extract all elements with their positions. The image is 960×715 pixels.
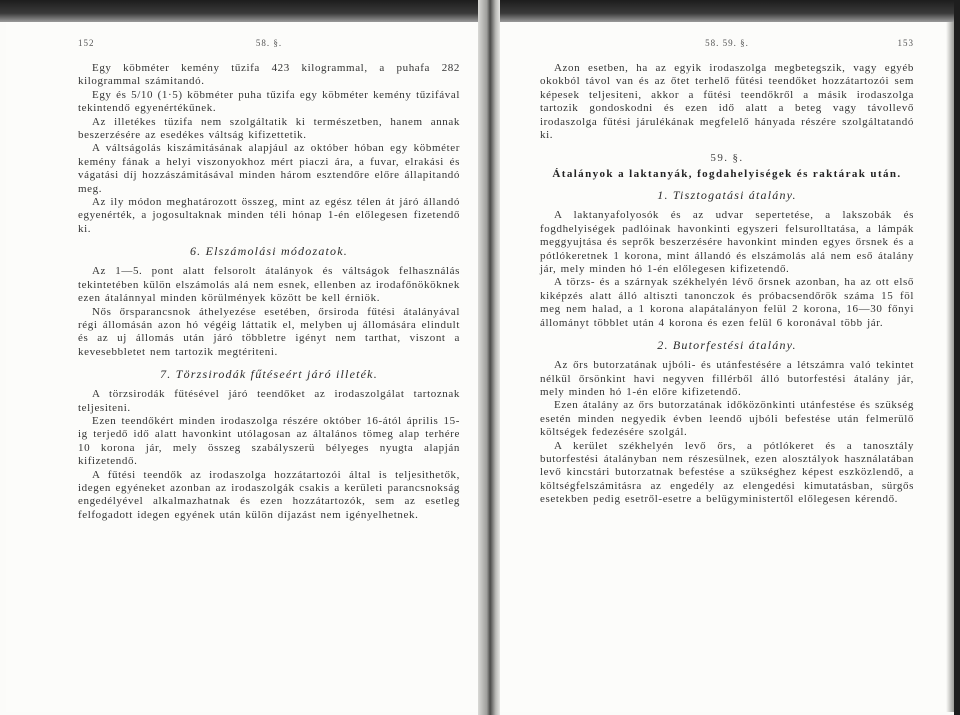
scan-right-edge <box>954 0 960 715</box>
right-page-number: 153 <box>897 38 914 48</box>
right-page <box>500 22 954 712</box>
right-running-header: 58. 59. §. <box>705 38 749 48</box>
left-page-number: 152 <box>78 38 95 48</box>
book-gutter <box>478 0 500 715</box>
paragraph: Azon esetben, ha az egyik irodaszolga megbetegszik, vagy egyéb okokból távol van és az őtet terhelő fűtési teendőket hozzátartozói sem képesek teljesiteni, akkor a fűtési teendőkről a másik irodaszolga tartozik gondoskodni és ezen idő alatt a beteg vagy távollevő irodaszolga fűtési járulékának megfelelő hányada részére szolgáltatandó ki. <box>540 62 914 142</box>
left-running-header: 58. §. <box>255 38 283 48</box>
paragraph: Az őrs butorzatának ujbóli- és utánfestésére a létszámra való tekintet nélkül őrsönkint havi negyven fillérből álló butorfestési átalány jár, mely minden hó 1-én előre kifizetendő. <box>540 359 914 398</box>
paragraph: A laktanyafolyosók és az udvar sepertetése, a lakszobák és fogdhelyiségek padlóinak havonkinti egyszeri felsurolltatása, a lámpák meggyujtása és seprők beszerzésére havonkint minden egyes őrsnek és a pótlókeretnek 1 korona, mint állandó és elszámolás alá nem eső átalány jár, mely minden hó 1-én előlegesen kifizetendő. <box>540 209 914 276</box>
section-title: Átalányok a laktanyák, fogdahelyiségek és raktárak után. <box>552 168 902 181</box>
paragraph: A fűtési teendők az irodaszolga hozzátartozói által is teljesithetők, idegen egyéneket azonban az irodaszolgák csakis a kerületi parancsnokság engedélyével alkalmazhatnak és ezen hozzátartozók, sem az esetleg felfogadott idegen egyének után külön díjazást nem igényelhetnek. <box>78 468 460 521</box>
paragraph: Nős őrsparancsnok áthelyezése esetében, őrsiroda fűtési átalányával régi állomásán azon hó végéig láttatik el, melyben uj állomására elindult és az uj állomás után járó többletre igényt nem tarthat, viszont a kevesebbletet nem tartozik megtériteni. <box>78 305 460 358</box>
paragraph: Ezen teendőkért minden irodaszolga részére október 16-ától április 15-ig terjedő idő alatt havonkint utólagosan az általános tömeg alap terhére 10 korona jár, mely összeg szabályszerü bélyeges nyugta alapján kifizetendő. <box>78 414 460 468</box>
paragraph: Egy köbméter kemény tűzifa 423 kilogrammal, a puhafa 282 kilogrammal számitandó. <box>78 62 460 88</box>
paragraph: A kerület székhelyén levő őrs, a pótlókeret és a tanosztály butorfestési átalányban nem részesülnek, ezen alosztályok használatában levő kincstári butorzatnak befestése a szükséghez képest eszközlendő, a költségfelszámitásra az engedély az elengedési kimutatásban, sürgős esetekben pedig esetről-esetre a belügyministertől előlegesen kérendő. <box>540 439 914 506</box>
paragraph: A törzs- és a szárnyak székhelyén lévő őrsnek azonban, ha az ott első kiképzés alatt álló altiszti tanonczok és próbacsendőrök száma 15 föl meg nem halad, a 1 korona alapátalányon felül 2 korona, 16—30 főnyi állományt többlet után 4 korona és ezen felül 6 koronával több jár. <box>540 276 914 329</box>
section-heading: 6. Elszámolási módozatok. <box>189 244 348 259</box>
paragraph: Egy és 5/10 (1·5) köbméter puha tűzifa egy köbméter kemény tűzifával tekintendő egyenértékűnek. <box>78 88 460 115</box>
paragraph: Az ily módon meghatározott összeg, mint az egész télen át járó állandó egyenérték, a jogosultaknak minden téli hónap 1-én előlegesen fizetendő ki. <box>78 196 460 235</box>
section-number: 59. §. <box>710 152 744 165</box>
paragraph: Ezen átalány az őrs butorzatának időközönkinti utánfestése és szükség esetén minden negyedik évben leendő ujbóli befestése után felmerülő költségek fedezésére szolgál. <box>540 399 914 439</box>
paragraph: Az illetékes tüzifa nem szolgáltatik ki természetben, hanem annak beszerzésére az esedékes váltság kifizettetik. <box>78 115 460 142</box>
section-heading: 2. Butorfestési átalány. <box>657 338 797 353</box>
paragraph: A törzsirodák fűtésével járó teendőket az irodaszolgálat tartoznak teljesiteni. <box>78 388 460 414</box>
left-page-header <box>78 38 460 52</box>
left-page <box>6 22 478 712</box>
paragraph: Az 1—5. pont alatt felsorolt átalányok és váltságok felhasználás tekintetében külön elszámolás alá nem esnek, ellenben az irodafőnököknek ezen átalánnyal minden körülmények között be kell érniök. <box>78 265 460 305</box>
right-page-header <box>540 38 914 52</box>
section-heading: 1. Tisztogatási átalány. <box>657 188 797 203</box>
paragraph: A váltságolás kiszámitásának alapjául az október hóban egy köbméter kemény fának a helyi viszonyokhoz mért piaczi ára, a fuvar, elrakási és vágatási díj hozzászámitásával minden három esztendőre előre állapitandó meg. <box>78 142 460 195</box>
section-heading: 7. Törzsirodák fűtéseért járó illeték. <box>160 367 378 382</box>
